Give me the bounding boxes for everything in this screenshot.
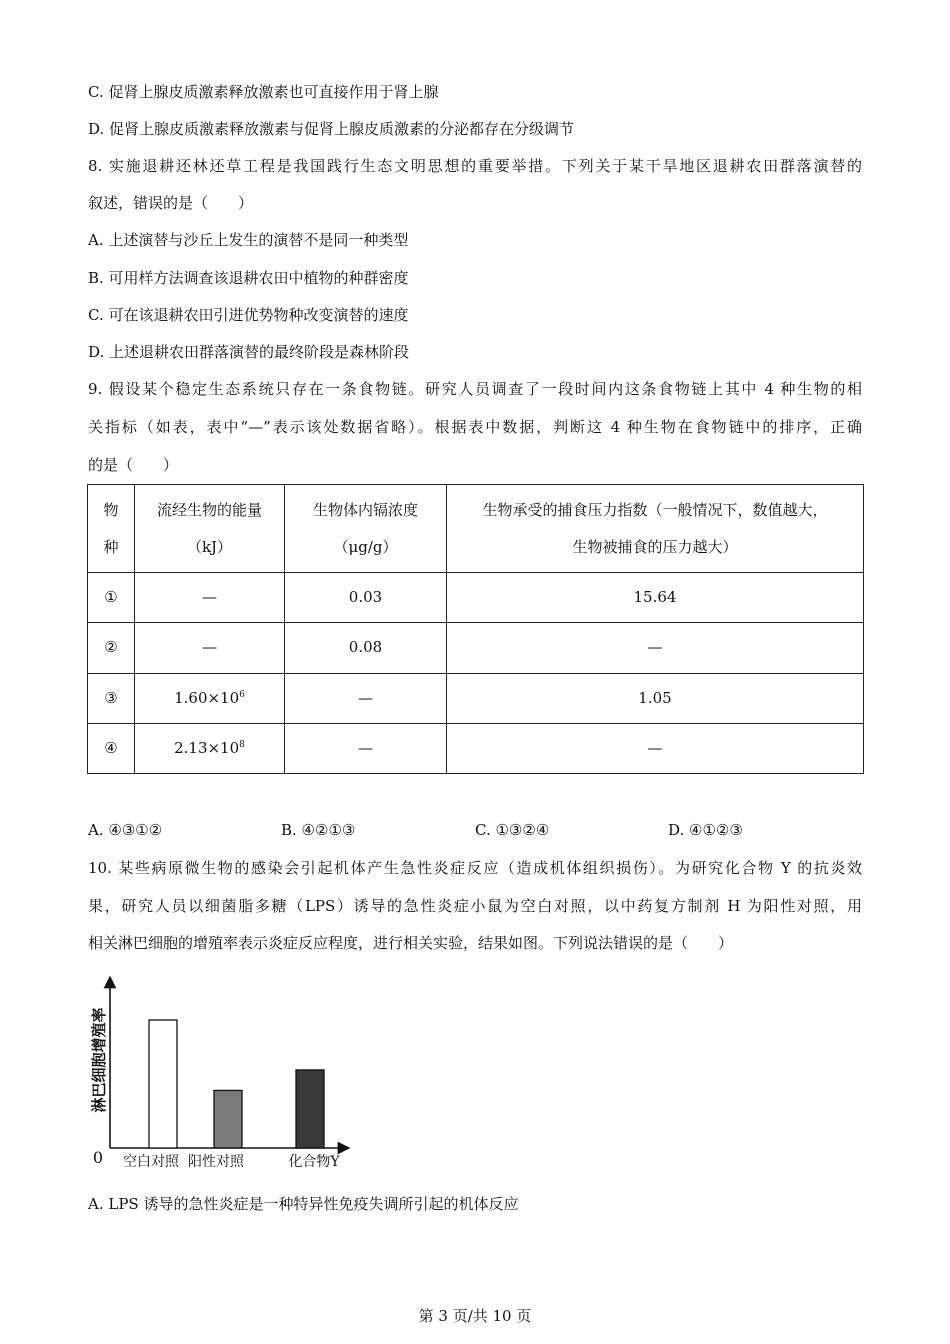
table-header-row bbox=[88, 485, 864, 573]
page-footer: 第 3 页/共 10 页 bbox=[418, 1307, 532, 1325]
q7-option-c: C. 促肾上腺皮质激素释放激素也可直接作用于肾上腺 bbox=[88, 83, 439, 101]
q8-option-c: C. 可在该退耕农田引进优势物种改变演替的速度 bbox=[88, 306, 409, 324]
cell-cadmium: 0.08 bbox=[285, 623, 447, 673]
q9-option-d: D. ④①②③ bbox=[668, 821, 743, 839]
cell-energy: $1.60\times 10^6$ bbox=[135, 673, 285, 723]
y-axis-label: 淋巴细胞增殖率 bbox=[90, 1007, 108, 1113]
table-row bbox=[88, 723, 864, 773]
cell-pressure: 15.64 bbox=[447, 573, 864, 623]
cell-species: ② bbox=[88, 623, 135, 673]
cell-cadmium: — bbox=[285, 723, 447, 773]
x-tick-label: 空白对照 bbox=[123, 1154, 179, 1170]
header-pressure: 生物承受的捕食压力指数（一般情况下，数值越大， 生物被捕食的压力越大） bbox=[447, 485, 864, 573]
q8-option-d: D. 上述退耕农田群落演替的最终阶段是森林阶段 bbox=[88, 343, 410, 361]
q9-option-b: B. ④②①③ bbox=[281, 821, 356, 839]
q9-stem-line1: 9. 假设某个稳定生态系统只存在一条食物链。研究人员调查了一段时间内这条食物链上其中 4 种生物的相 bbox=[88, 380, 862, 398]
lymphocyte-bar-chart bbox=[92, 976, 362, 1176]
q9-data-table bbox=[87, 484, 864, 774]
q10-option-a: A. LPS 诱导的急性炎症是一种特异性免疫失调所引起的机体反应 bbox=[88, 1195, 519, 1213]
origin-label: 0 bbox=[92, 1148, 104, 1167]
bar-1 bbox=[149, 1020, 177, 1148]
cell-energy: — bbox=[135, 573, 285, 623]
q10-stem-line1: 10. 某些病原微生物的感染会引起机体产生急性炎症反应（造成机体组织损伤）。为研究化合物 Y 的抗炎效 bbox=[88, 859, 862, 877]
table-row bbox=[88, 573, 864, 623]
cell-cadmium: 0.03 bbox=[285, 573, 447, 623]
table-row bbox=[88, 623, 864, 673]
header-energy: 流经生物的能量 （kJ） bbox=[135, 485, 285, 573]
q8-option-b: B. 可用样方法调查该退耕农田中植物的种群密度 bbox=[88, 269, 409, 287]
cell-cadmium: — bbox=[285, 673, 447, 723]
cell-pressure: — bbox=[447, 623, 864, 673]
bar-3 bbox=[296, 1070, 324, 1148]
cell-pressure: 1.05 bbox=[447, 673, 864, 723]
q8-stem-line2: 叙述，错误的是（ ） bbox=[88, 194, 254, 212]
q10-stem-line3: 相关淋巴细胞的增殖率表示炎症反应程度，进行相关实验，结果如图。下列说法错误的是（ ） bbox=[88, 934, 734, 952]
cell-pressure: — bbox=[447, 723, 864, 773]
cell-energy: — bbox=[135, 623, 285, 673]
header-species: 物 种 bbox=[88, 485, 135, 573]
x-tick-label: 阳性对照 bbox=[188, 1154, 244, 1170]
cell-species: ④ bbox=[88, 723, 135, 773]
q9-stem-line3: 的是（ ） bbox=[88, 456, 179, 474]
q8-stem-line1: 8. 实施退耕还林还草工程是我国践行生态文明思想的重要举措。下列关于某干旱地区退耕农田群落演替的 bbox=[88, 157, 862, 175]
q9-stem-line2: 关指标（如表，表中“—”表示该处数据省略）。根据表中数据，判断这 4 种生物在食物链中的排序，正确 bbox=[88, 418, 862, 436]
q8-option-a: A. 上述演替与沙丘上发生的演替不是同一种类型 bbox=[88, 231, 409, 249]
bar-2 bbox=[214, 1090, 242, 1148]
header-cadmium: 生物体内镉浓度 （μg/g） bbox=[285, 485, 447, 573]
q9-option-a: A. ④③①② bbox=[88, 821, 163, 839]
q9-option-c: C. ①③②④ bbox=[475, 821, 550, 839]
cell-energy: $2.13\times 10^8$ bbox=[135, 723, 285, 773]
q10-stem-line2: 果，研究人员以细菌脂多糖（LPS）诱导的急性炎症小鼠为空白对照，以中药复方制剂 H 为阳性对照，用 bbox=[88, 897, 862, 915]
x-tick-label: 化合物Y bbox=[288, 1154, 340, 1170]
cell-species: ① bbox=[88, 573, 135, 623]
cell-species: ③ bbox=[88, 673, 135, 723]
q7-option-d: D. 促肾上腺皮质激素释放激素与促肾上腺皮质激素的分泌都存在分级调节 bbox=[88, 120, 575, 138]
table-row bbox=[88, 673, 864, 723]
